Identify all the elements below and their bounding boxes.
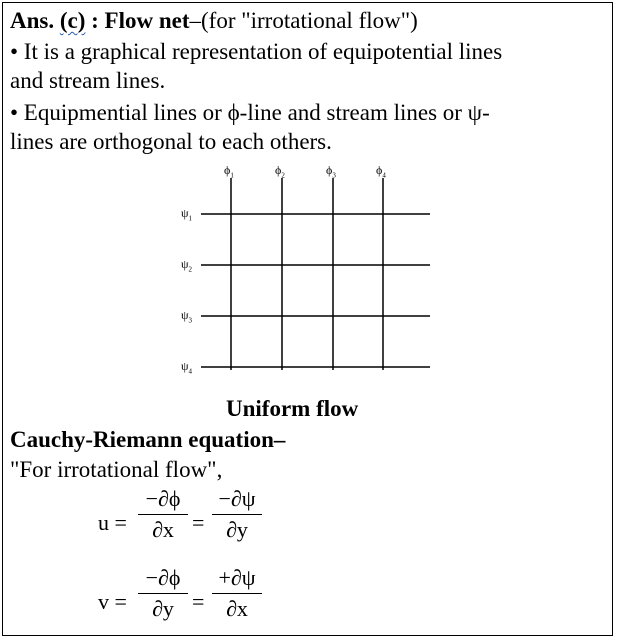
answer-topic: : Flow net <box>85 8 190 33</box>
eq-u-bar-1 <box>138 514 188 515</box>
bullet-1-line-1: • It is a graphical representation of equipotential lines <box>10 39 503 64</box>
eq-v-equals: = <box>192 589 205 614</box>
eq-u-lhs: u = <box>98 510 127 535</box>
bullet-1-line-2: and stream lines. <box>10 68 166 93</box>
eq-u-frac-1 <box>138 486 188 543</box>
bullet-2-line-2: lines are orthogonal to each others. <box>10 129 332 154</box>
answer-paren: (for "irrotational flow") <box>201 8 418 33</box>
cauchy-subheading: "For irrotational flow", <box>10 457 223 482</box>
psi-label-2: $\psi_2$ <box>181 257 193 274</box>
eq-u-equals: = <box>192 510 205 535</box>
bullet-2-line-1: • Equipmential lines or ϕ-line and stream lines or ψ- <box>10 100 490 125</box>
diagram-caption: Uniform flow <box>226 396 359 421</box>
eq-v-lhs: v = <box>98 589 127 614</box>
eq-v-frac-1 <box>138 565 188 622</box>
eq-u-den-2: ∂y <box>226 517 248 542</box>
eq-u-num-1: −∂ϕ <box>145 486 181 511</box>
eq-v-bar-2 <box>212 593 262 594</box>
answer-dash: – <box>189 8 202 33</box>
answer-option: (c) <box>59 8 86 33</box>
eq-u-frac-2 <box>212 486 262 543</box>
eq-u-den-1: ∂x <box>152 517 174 542</box>
phi-label-3: $\phi_3$ <box>326 163 336 180</box>
eq-v-den-2: ∂x <box>226 596 248 621</box>
psi-label-1: $\psi_1$ <box>181 206 193 223</box>
eq-u-num-2: −∂ψ <box>218 486 256 511</box>
psi-label-3: $\psi_3$ <box>181 308 193 325</box>
eq-v-num-1: −∂ϕ <box>145 565 181 590</box>
eq-v-bar-1 <box>138 593 188 594</box>
eq-u-bar-2 <box>212 514 262 515</box>
eq-v-num-2: +∂ψ <box>218 565 256 590</box>
phi-label-2: $\phi_2$ <box>275 163 285 180</box>
eq-v-frac-2 <box>212 565 262 622</box>
answer-prefix: Ans. <box>10 8 60 33</box>
phi-label-1: $\phi_1$ <box>224 163 234 180</box>
psi-label-4: $\psi_4$ <box>181 359 193 376</box>
eq-v-den-1: ∂y <box>152 596 174 621</box>
phi-label-4: $\phi_4$ <box>376 163 386 180</box>
cauchy-heading: Cauchy-Riemann equation– <box>10 427 286 452</box>
